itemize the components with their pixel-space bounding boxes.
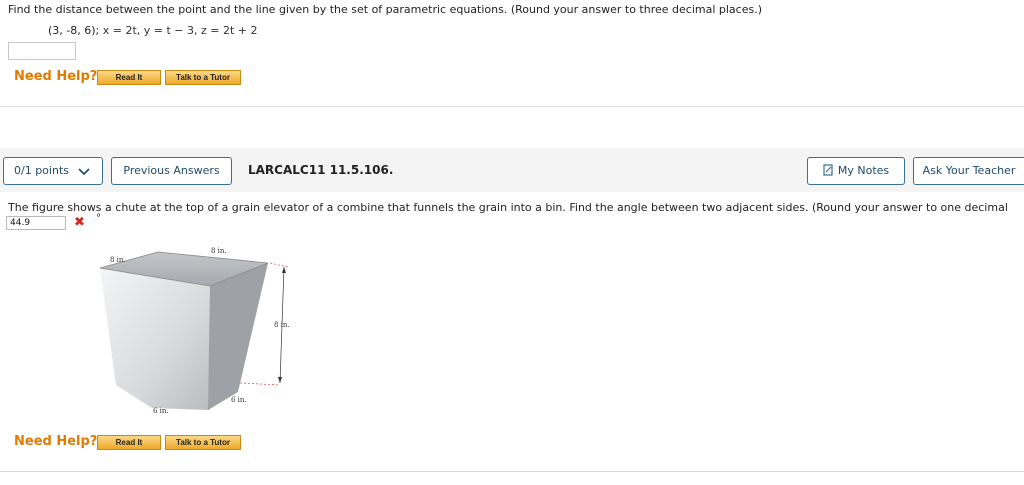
read-it-button[interactable]: Read It	[97, 435, 161, 450]
my-notes-button[interactable]	[807, 157, 905, 185]
my-notes-label: My Notes	[837, 164, 890, 177]
notes-icon	[823, 164, 834, 176]
prev-question-text: Find the distance between the point and the line given by the set of parametric equations. (Round your answer to three decimal places.)	[8, 3, 762, 16]
prev-point: (3, -8, 6);	[48, 24, 100, 37]
angle-answer-input[interactable]	[6, 216, 66, 230]
prev-answer-input[interactable]	[8, 42, 76, 60]
chute-figure	[90, 240, 305, 420]
question-text: The figure shows a chute at the top of a grain elevator of a combine that funnels the grain into a bin. Find the angle between two adjacent sides. (Round your answer to one decimal	[8, 201, 1008, 214]
divider	[0, 106, 1024, 107]
label-bottom-front: 6 in.	[153, 407, 169, 415]
talk-tutor-button[interactable]: Talk to a Tutor	[165, 435, 241, 450]
problem-id: LARCALC11 11.5.106.	[248, 163, 394, 177]
label-height: 8 in.	[274, 321, 290, 329]
degree-unit: °	[96, 213, 101, 224]
previous-answers-button[interactable]: Previous Answers	[111, 157, 232, 185]
points-label: 0/1 points	[14, 164, 69, 177]
label-bottom-side: 6 in.	[231, 396, 247, 404]
prev-talk-tutor-button[interactable]: Talk to a Tutor	[165, 70, 241, 85]
label-top-left: 8 in.	[110, 256, 126, 264]
x-mark-icon: ✖	[74, 215, 85, 230]
prev-equation-line	[48, 24, 258, 37]
need-help-label: Need Help?	[14, 434, 98, 449]
chute-right-face	[208, 263, 268, 410]
chute-front-face	[100, 268, 210, 410]
label-top-back: 8 in.	[211, 247, 227, 255]
prev-need-help-label: Need Help?	[14, 69, 98, 84]
ask-teacher-button[interactable]: Ask Your Teacher	[913, 157, 1024, 185]
prev-equations: x = 2t, y = t − 3, z = 2t + 2	[102, 24, 258, 37]
points-dropdown[interactable]	[3, 157, 103, 185]
prev-read-it-button[interactable]: Read It	[97, 70, 161, 85]
bottom-divider	[0, 471, 1024, 472]
chevron-down-icon	[78, 168, 90, 176]
